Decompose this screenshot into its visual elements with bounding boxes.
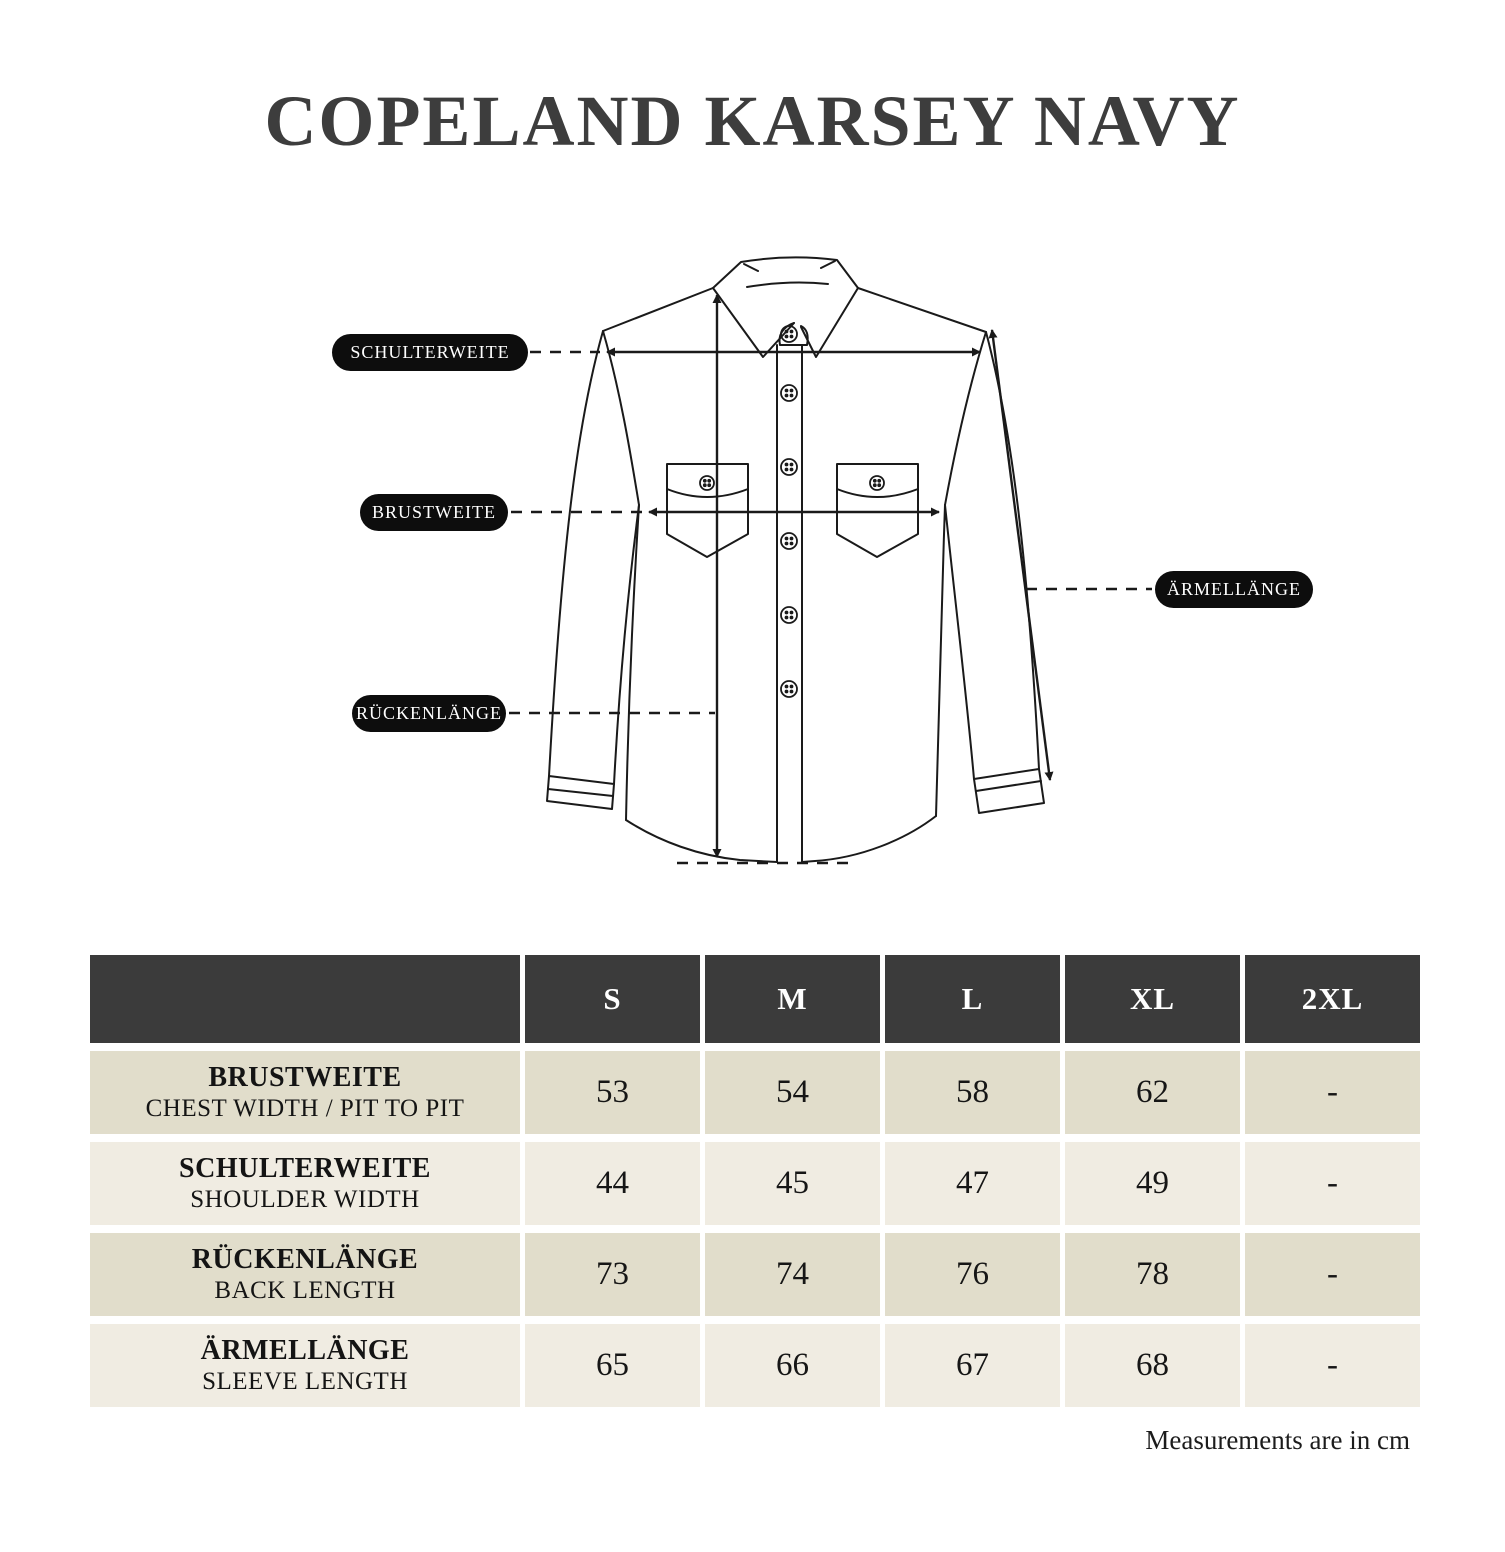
shoulder-value-2xl: -: [1245, 1142, 1420, 1225]
back-value-s: 73: [525, 1233, 700, 1316]
size-chart-table: [90, 955, 1420, 1407]
row-label-en: CHEST WIDTH / PIT TO PIT: [145, 1095, 465, 1123]
chest-value-l: 58: [885, 1051, 1060, 1134]
back-value-xl: 78: [1065, 1233, 1240, 1316]
page-title: COPELAND KARSEY NAVY: [264, 81, 1241, 161]
sleeve-value-m: 66: [705, 1324, 880, 1407]
back-value-2xl: -: [1245, 1233, 1420, 1316]
back-value-l: 76: [885, 1233, 1060, 1316]
row-label-chest: [90, 1051, 520, 1134]
shoulder-value-l: 47: [885, 1142, 1060, 1225]
chest-value-2xl: -: [1245, 1051, 1420, 1134]
header-size-l: L: [885, 955, 1060, 1043]
header-empty-cell: [90, 955, 520, 1043]
sleeve-value-xl: 68: [1065, 1324, 1240, 1407]
measurements-unit-note: Measurements are in cm: [1145, 1425, 1410, 1455]
back-length-label-pill: RÜCKENLÄNGE: [352, 695, 506, 732]
row-label-de: BRUSTWEITE: [208, 1061, 402, 1093]
shoulder-value-xl: 49: [1065, 1142, 1240, 1225]
shirt-line-drawing-icon: [0, 225, 1505, 915]
sleeve-value-l: 67: [885, 1324, 1060, 1407]
header-size-s: S: [525, 955, 700, 1043]
sleeve-value-2xl: -: [1245, 1324, 1420, 1407]
chest-width-label-pill: BRUSTWEITE: [360, 494, 508, 531]
row-label-en: SHOULDER WIDTH: [190, 1186, 420, 1214]
header-size-xl: XL: [1065, 955, 1240, 1043]
row-label-en: SLEEVE LENGTH: [202, 1368, 408, 1396]
sleeve-length-arrow: [992, 330, 1050, 780]
row-label-sleeve: [90, 1324, 520, 1407]
row-label-shoulder: [90, 1142, 520, 1225]
row-label-back: [90, 1233, 520, 1316]
chest-value-s: 53: [525, 1051, 700, 1134]
row-label-de: RÜCKENLÄNGE: [191, 1243, 419, 1275]
sleeve-value-s: 65: [525, 1324, 700, 1407]
shoulder-value-s: 44: [525, 1142, 700, 1225]
shoulder-value-m: 45: [705, 1142, 880, 1225]
chest-value-xl: 62: [1065, 1051, 1240, 1134]
header-size-2xl: 2XL: [1245, 955, 1420, 1043]
row-label-de: SCHULTERWEITE: [179, 1152, 431, 1184]
back-value-m: 74: [705, 1233, 880, 1316]
row-label-de: ÄRMELLÄNGE: [200, 1334, 410, 1366]
sleeve-length-label-pill: ÄRMELLÄNGE: [1155, 571, 1313, 608]
header-size-m: M: [705, 955, 880, 1043]
shirt-measurement-diagram: [0, 225, 1505, 915]
chest-value-m: 54: [705, 1051, 880, 1134]
shoulder-width-label-pill: SCHULTERWEITE: [332, 334, 528, 371]
row-label-en: BACK LENGTH: [214, 1277, 396, 1305]
